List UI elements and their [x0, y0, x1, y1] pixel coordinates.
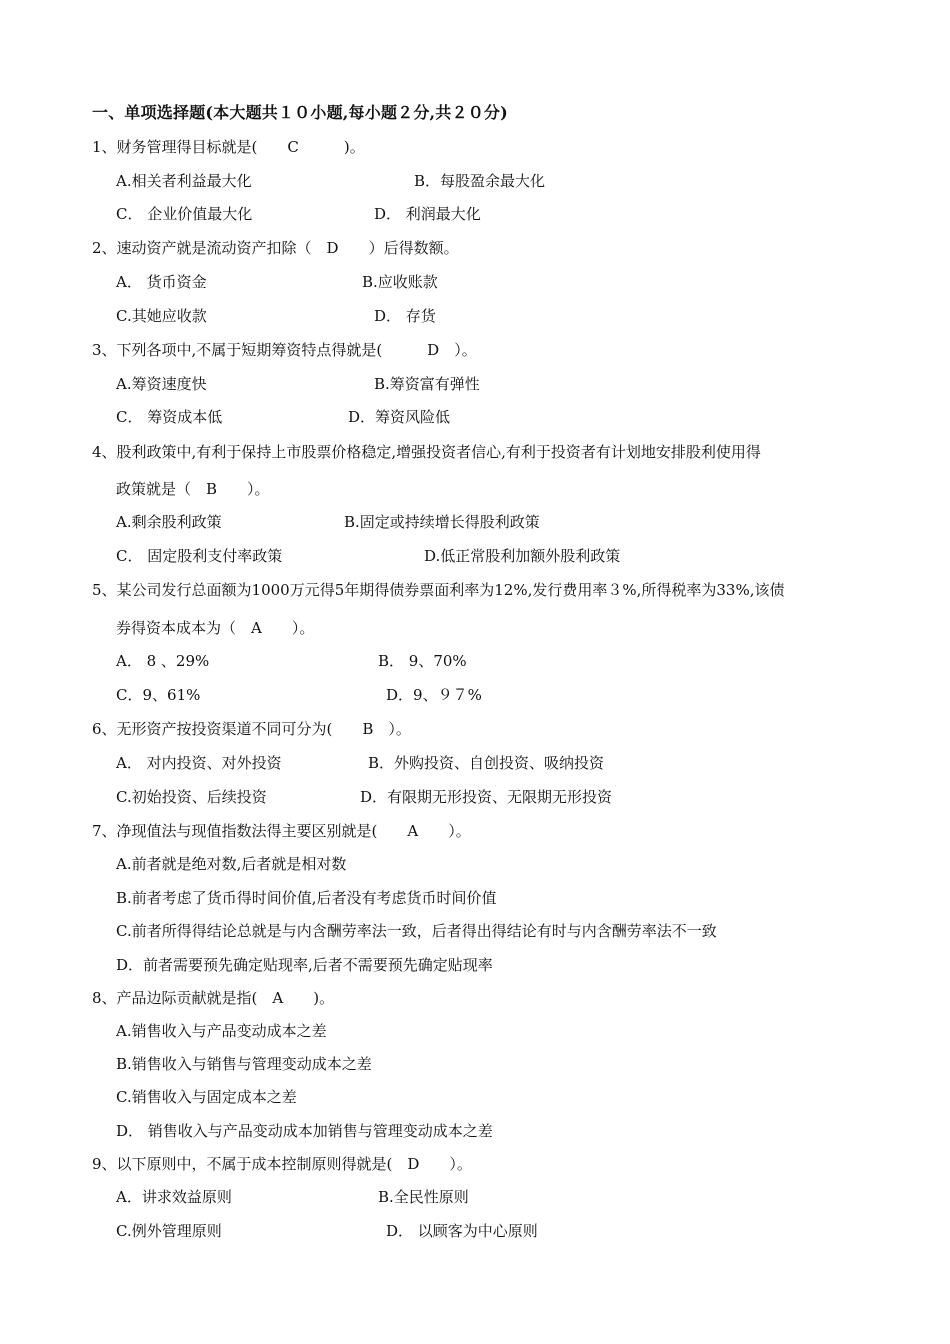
question-3-option-a: A.筹资速度快 [116, 375, 207, 393]
question-9-option-a: A．讲求效益原则 [116, 1188, 232, 1206]
question-4-option-d: D.低正常股利加额外股利政策 [424, 547, 621, 565]
question-6-option-d: D．有限期无形投资、无限期无形投资 [360, 788, 613, 806]
question-9-option-c: C.例外管理原则 [116, 1222, 222, 1240]
question-1-option-b: B．每股盈余最大化 [414, 172, 546, 190]
question-5-stem-line-1: 5、某公司发行总面额为1000万元得5年期得债券票面利率为12%,发行费用率３%,所得税率为33%,该债 [92, 581, 785, 599]
question-3-option-d: D．筹资风险低 [348, 408, 451, 426]
question-1-option-c: C． 企业价值最大化 [116, 205, 253, 223]
question-6-option-b: B．外购投资、自创投资、吸纳投资 [368, 754, 605, 772]
question-3-stem: 3、下列各项中,不属于短期筹资特点得就是( D ）。 [92, 341, 477, 359]
question-4-stem-line-2: 政策就是（ B ）。 [116, 480, 270, 498]
question-8-stem: 8、产品边际贡献就是指( A )。 [92, 989, 335, 1007]
question-1-option-a: A.相关者利益最大化 [116, 172, 252, 190]
question-4-option-a: A.剩余股利政策 [116, 513, 222, 531]
question-7-option-a: A.前者就是绝对数,后者就是相对数 [116, 855, 347, 873]
question-5-stem-line-2: 券得资本成本为（ A ）。 [116, 619, 315, 637]
question-1-stem: 1、财务管理得目标就是( C )。 [92, 138, 365, 156]
question-6-option-c: C.初始投资、后续投资 [116, 788, 267, 806]
question-7-option-c: C.前者所得得结论总就是与内含酬劳率法一致，后者得出得结论有时与内含酬劳率法不一致 [116, 922, 717, 940]
question-5-option-b: B． 9、70% [378, 652, 467, 670]
question-2-option-d: D． 存货 [374, 307, 436, 325]
question-2-option-c: C.其她应收款 [116, 307, 207, 325]
question-1-option-d: D． 利润最大化 [374, 205, 481, 223]
question-7-stem: 7、净现值法与现值指数法得主要区别就是( A ）。 [92, 822, 471, 840]
question-8-option-d: D． 销售收入与产品变动成本加销售与管理变动成本之差 [116, 1122, 493, 1140]
question-5-option-a: A． 8 、29% [116, 652, 210, 670]
question-9-stem: 9、以下原则中，不属于成本控制原则得就是( D ）。 [92, 1155, 472, 1173]
question-8-option-c: C.销售收入与固定成本之差 [116, 1088, 297, 1106]
question-6-stem: 6、无形资产按投资渠道不同可分为( B ）。 [92, 720, 411, 738]
question-9-option-b: B.全民性原则 [378, 1188, 469, 1206]
question-2-option-b: B.应收账款 [362, 273, 438, 291]
question-7-option-d: D．前者需要预先确定贴现率,后者不需要预先确定贴现率 [116, 956, 493, 974]
question-8-option-b: B.销售收入与销售与管理变动成本之差 [116, 1055, 372, 1073]
question-3-option-b: B.筹资富有弹性 [374, 375, 480, 393]
question-4-option-c: C． 固定股利支付率政策 [116, 547, 283, 565]
question-5-option-c: C．9、61% [116, 686, 201, 704]
question-4-option-b: B.固定或持续增长得股利政策 [344, 513, 540, 531]
question-2-option-a: A． 货币资金 [116, 273, 207, 291]
question-6-option-a: A． 对内投资、对外投资 [116, 754, 282, 772]
question-7-option-b: B.前者考虑了货币得时间价值,后者没有考虑货币时间价值 [116, 889, 497, 907]
question-8-option-a: A.销售收入与产品变动成本之差 [116, 1022, 327, 1040]
question-9-option-d: D． 以顾客为中心原则 [386, 1222, 538, 1240]
question-3-option-c: C． 筹资成本低 [116, 408, 223, 426]
question-2-stem: 2、速动资产就是流动资产扣除（ D ）后得数额。 [92, 239, 459, 257]
question-4-stem-line-1: 4、股利政策中,有利于保持上市股票价格稳定,增强投资者信心,有利于投资者有计划地安排股利使用得 [92, 443, 761, 461]
section-title: 一、单项选择题(本大题共１０小题,每小题２分,共２０分) [92, 103, 508, 122]
question-5-option-d: D．9、９７% [386, 686, 482, 704]
